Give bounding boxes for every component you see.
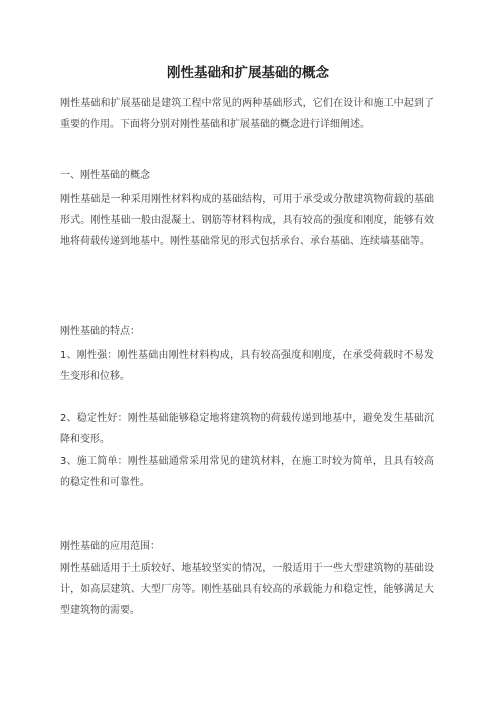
application-paragraph: 刚性基础适用于土质较好、地基较坚实的情况，一般适用于一些大型建筑物的基础设计，如高层建筑、大型厂房等。刚性基础具有较高的承载能力和稳定性，能够满足大型建筑物的需要。 bbox=[60, 563, 434, 616]
features-heading: 刚性基础的特点： bbox=[60, 326, 140, 337]
feature-item-construction: 3、施工简单：刚性基础通常采用常见的建筑材料，在施工时较为简单，且具有较高的稳定性和可靠性。 bbox=[60, 456, 434, 488]
feature-item-stability: 2、稳定性好：刚性基础能够稳定地将建筑物的荷载传递到地基中，避免发生基础沉降和变形。 bbox=[60, 413, 434, 445]
intro-paragraph: 刚性基础和扩展基础是建筑工程中常见的两种基础形式，它们在设计和施工中起到了重要的作用。下面将分别对刚性基础和扩展基础的概念进行详细阐述。 bbox=[60, 98, 434, 130]
feature-item-rigidity: 1、刚性强：刚性基础由刚性材料构成，具有较高强度和刚度，在承受荷载时不易发生变形和位移。 bbox=[60, 350, 434, 382]
rigid-foundation-definition-paragraph: 刚性基础是一种采用刚性材料构成的基础结构，可用于承受或分散建筑物荷载的基础形式。刚性基础一般由混凝土、钢筋等材料构成，具有较高的强度和刚度，能够有效地将荷载传递到地基中。刚性基础常见的形式包括承台、承台基础、连续墙基础等。 bbox=[60, 194, 434, 247]
document-title: 刚性基础和扩展基础的概念 bbox=[167, 65, 329, 81]
application-heading: 刚性基础的应用范围： bbox=[60, 541, 160, 552]
section-heading-rigid-foundation-concept: 一、刚性基础的概念 bbox=[60, 170, 150, 181]
